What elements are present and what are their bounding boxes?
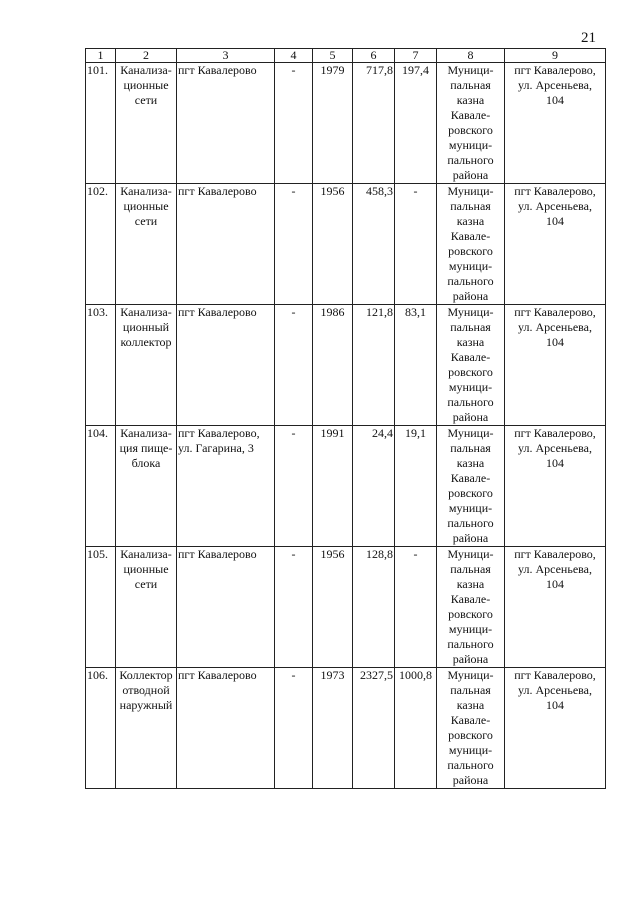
owner-cell-line: района [452, 289, 489, 303]
owner-cell-line: пального [447, 274, 494, 288]
object-name-cell-line: отводной [122, 683, 170, 697]
location-cell-line: пгт Кавалерово, [514, 668, 596, 682]
object-name-cell-line: ция пище- [119, 441, 173, 455]
column-header: 8 [437, 49, 505, 63]
location-cell-line: 104 [546, 93, 564, 107]
object-name-cell-line: сети [134, 214, 158, 228]
owner-cell-line: пальная [450, 562, 491, 576]
address-cell-line: пгт Кавалерово [178, 184, 257, 198]
owner-cell [437, 547, 505, 668]
owner-cell-line: района [452, 773, 489, 787]
owner-cell [437, 668, 505, 789]
location-cell-line: 104 [546, 335, 564, 349]
object-name-cell [116, 547, 177, 668]
object-name-cell [116, 668, 177, 789]
address-cell [177, 63, 275, 184]
area-cell: 2327,5 [353, 668, 395, 789]
owner-cell [437, 63, 505, 184]
address-cell [177, 668, 275, 789]
wear-cell: - [395, 547, 437, 668]
object-name-cell [116, 63, 177, 184]
owner-cell-line: муници- [448, 622, 493, 636]
area-cell: 121,8 [353, 305, 395, 426]
object-name-cell-line: ционные [123, 199, 169, 213]
row-number-cell: 103. [86, 305, 116, 426]
table-body [86, 63, 606, 789]
object-name-cell-line: ционные [123, 562, 169, 576]
owner-cell-line: района [452, 652, 489, 666]
owner-cell-line: ровского [448, 123, 493, 137]
object-name-cell [116, 426, 177, 547]
location-cell-line: пгт Кавалерово, [514, 426, 596, 440]
object-name-cell-line: Коллектор [119, 668, 173, 682]
address-cell [177, 547, 275, 668]
owner-cell-line: пального [447, 637, 494, 651]
object-name-cell-line: коллектор [120, 335, 172, 349]
owner-cell-line: муници- [448, 501, 493, 515]
owner-cell-line: ровского [448, 486, 493, 500]
location-cell-line: пгт Кавалерово, [514, 184, 596, 198]
address-cell-line: пгт Кавалерово [178, 668, 257, 682]
owner-cell [437, 184, 505, 305]
table-row [86, 305, 606, 426]
owner-cell-line: пальная [450, 199, 491, 213]
area-cell: 458,3 [353, 184, 395, 305]
location-cell-line: ул. Арсеньева, [518, 562, 592, 576]
owner-cell-line: Муници- [447, 426, 494, 440]
owner-cell-line: муници- [448, 380, 493, 394]
column-4-cell: - [275, 668, 313, 789]
location-cell-line: ул. Арсеньева, [518, 78, 592, 92]
location-cell-line: ул. Арсеньева, [518, 683, 592, 697]
owner-cell-line: пального [447, 758, 494, 772]
table-row [86, 426, 606, 547]
location-cell-line: 104 [546, 577, 564, 591]
row-number-cell: 101. [86, 63, 116, 184]
year-cell: 1956 [313, 547, 353, 668]
owner-cell-line: Кавале- [450, 471, 491, 485]
location-cell [505, 305, 606, 426]
object-name-cell [116, 184, 177, 305]
owner-cell [437, 305, 505, 426]
owner-cell-line: пального [447, 395, 494, 409]
table-row [86, 547, 606, 668]
owner-cell-line: Муници- [447, 547, 494, 561]
object-name-cell [116, 305, 177, 426]
owner-cell [437, 426, 505, 547]
location-cell-line: пгт Кавалерово, [514, 305, 596, 319]
location-cell-line: 104 [546, 698, 564, 712]
wear-cell: - [395, 184, 437, 305]
column-header: 9 [505, 49, 606, 63]
owner-cell-line: Кавале- [450, 108, 491, 122]
year-cell: 1956 [313, 184, 353, 305]
location-cell [505, 63, 606, 184]
row-number-cell: 106. [86, 668, 116, 789]
wear-cell: 197,4 [395, 63, 437, 184]
owner-cell-line: казна [456, 577, 485, 591]
owner-cell-line: района [452, 531, 489, 545]
owner-cell-line: Муници- [447, 63, 494, 77]
object-name-cell-line: ционный [122, 320, 170, 334]
owner-cell-line: казна [456, 335, 485, 349]
object-name-cell-line: Канализа- [120, 63, 172, 77]
owner-cell-line: ровского [448, 244, 493, 258]
year-cell: 1973 [313, 668, 353, 789]
owner-cell-line: казна [456, 93, 485, 107]
object-name-cell-line: Канализа- [120, 547, 172, 561]
page-number: 21 [581, 30, 596, 46]
year-cell: 1991 [313, 426, 353, 547]
owner-cell-line: казна [456, 456, 485, 470]
table-row [86, 63, 606, 184]
location-cell-line: пгт Кавалерово, [514, 547, 596, 561]
location-cell [505, 547, 606, 668]
owner-cell-line: пальная [450, 78, 491, 92]
address-cell-line: пгт Кавалерово [178, 305, 257, 319]
owner-cell-line: района [452, 410, 489, 424]
column-header: 2 [116, 49, 177, 63]
location-cell-line: ул. Арсеньева, [518, 441, 592, 455]
column-header: 5 [313, 49, 353, 63]
owner-cell-line: пальная [450, 683, 491, 697]
object-name-cell-line: ционные [123, 78, 169, 92]
location-cell [505, 184, 606, 305]
owner-cell-line: ровского [448, 607, 493, 621]
year-cell: 1979 [313, 63, 353, 184]
location-cell-line: 104 [546, 214, 564, 228]
owner-cell-line: ровского [448, 365, 493, 379]
address-cell-line: пгт Кавалерово [178, 547, 257, 561]
location-cell-line: ул. Арсеньева, [518, 199, 592, 213]
owner-cell-line: Кавале- [450, 592, 491, 606]
column-header: 4 [275, 49, 313, 63]
owner-cell-line: пальная [450, 320, 491, 334]
column-4-cell: - [275, 547, 313, 668]
wear-cell: 83,1 [395, 305, 437, 426]
year-cell: 1986 [313, 305, 353, 426]
owner-cell-line: казна [456, 698, 485, 712]
owner-cell-line: муници- [448, 138, 493, 152]
object-name-cell-line: наружный [119, 698, 173, 712]
owner-cell-line: муници- [448, 259, 493, 273]
address-cell [177, 426, 275, 547]
property-registry-table [85, 48, 606, 789]
address-cell [177, 305, 275, 426]
column-header: 3 [177, 49, 275, 63]
column-header: 7 [395, 49, 437, 63]
owner-cell-line: ровского [448, 728, 493, 742]
column-4-cell: - [275, 426, 313, 547]
owner-cell-line: пального [447, 516, 494, 530]
owner-cell-line: Муници- [447, 668, 494, 682]
object-name-cell-line: сети [134, 577, 158, 591]
owner-cell-line: Кавале- [450, 713, 491, 727]
owner-cell-line: Кавале- [450, 350, 491, 364]
location-cell-line: 104 [546, 456, 564, 470]
object-name-cell-line: Канализа- [120, 426, 172, 440]
owner-cell-line: района [452, 168, 489, 182]
column-header: 6 [353, 49, 395, 63]
column-4-cell: - [275, 305, 313, 426]
table-row [86, 184, 606, 305]
column-header: 1 [86, 49, 116, 63]
owner-cell-line: муници- [448, 743, 493, 757]
owner-cell-line: Муници- [447, 305, 494, 319]
location-cell-line: пгт Кавалерово, [514, 63, 596, 77]
object-name-cell-line: Канализа- [120, 184, 172, 198]
owner-cell-line: пального [447, 153, 494, 167]
location-cell [505, 426, 606, 547]
wear-cell: 1000,8 [395, 668, 437, 789]
column-4-cell: - [275, 184, 313, 305]
owner-cell-line: Кавале- [450, 229, 491, 243]
address-cell-line: пгт Кавалерово, [178, 426, 260, 440]
location-cell-line: ул. Арсеньева, [518, 320, 592, 334]
owner-cell-line: казна [456, 214, 485, 228]
object-name-cell-line: Канализа- [120, 305, 172, 319]
object-name-cell-line: сети [134, 93, 158, 107]
owner-cell-line: Муници- [447, 184, 494, 198]
object-name-cell-line: блока [131, 456, 161, 470]
address-cell-line: ул. Гагарина, 3 [178, 441, 254, 455]
area-cell: 128,8 [353, 547, 395, 668]
row-number-cell: 104. [86, 426, 116, 547]
table-row [86, 668, 606, 789]
owner-cell-line: пальная [450, 441, 491, 455]
column-4-cell: - [275, 63, 313, 184]
row-number-cell: 105. [86, 547, 116, 668]
address-cell [177, 184, 275, 305]
area-cell: 24,4 [353, 426, 395, 547]
address-cell-line: пгт Кавалерово [178, 63, 257, 77]
row-number-cell: 102. [86, 184, 116, 305]
area-cell: 717,8 [353, 63, 395, 184]
wear-cell: 19,1 [395, 426, 437, 547]
location-cell [505, 668, 606, 789]
column-number-row [86, 49, 606, 63]
